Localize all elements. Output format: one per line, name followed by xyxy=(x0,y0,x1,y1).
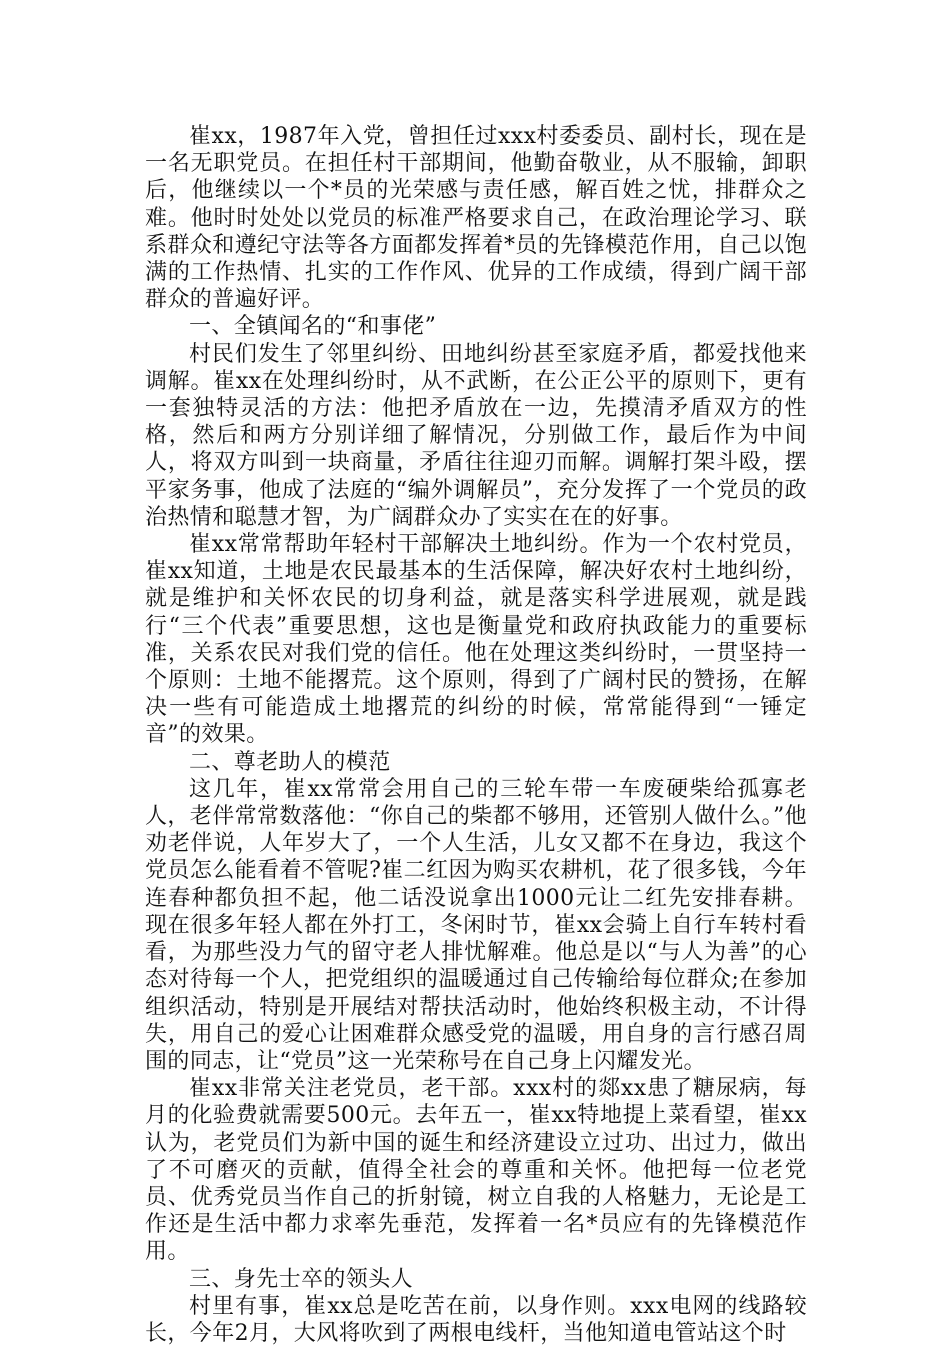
section-heading-3: 三、身先士卒的领头人 xyxy=(189,1266,414,1292)
section-1-paragraph-2: 崔xx常常帮助年轻村干部解决土地纠纷。作为一个农村党员，崔xx知道，土地是农民最基本的生活保障，解决好农村土地纠纷，就是维护和关怀农民的切身利益，就是落实科学进展观，就是践行“三个代表”重要思想，这也是衡量党和政府执政能力的重要标准，关系农民对我们党的信任。他在处理这类纠纷时，一贯坚持一个原则：土地不能撂荒。这个原则，得到了广阔村民的赞扬，在解决一些有可能造成土地撂荒的纠纷的时候，常常能得到“一锤定音”的效果。 xyxy=(145,532,807,748)
document-body xyxy=(145,123,807,1347)
section-2-paragraph-2: 崔xx非常关注老党员，老干部。xxx村的郯xx患了糖尿病，每月的化验费就需要500元。去年五一，崔xx特地提上菜看望，崔xx认为，老党员们为新中国的诞生和经济建设立过功、出过力，做出了不可磨灭的贡献，值得全社会的尊重和关怀。他把每一位老党员、优秀党员当作自己的折射镜，树立自我的人格魅力，无论是工作还是生活中都力求率先垂范，发挥着一名*员应有的先锋模范作用。 xyxy=(145,1076,807,1265)
section-3-paragraph-1: 村里有事，崔xx总是吃苦在前，以身作则。xxx电网的线路较长，今年2月，大风将吹到了两根电线杆，当他知道电管站这个时 xyxy=(145,1293,807,1346)
section-1-paragraph-1: 村民们发生了邻里纠纷、田地纠纷甚至家庭矛盾，都爱找他来调解。崔xx在处理纠纷时，从不武断，在公正公平的原则下，更有一套独特灵活的方法：他把矛盾放在一边，先摸清矛盾双方的性格，然后和两方分别详细了解情况，分别做工作，最后作为中间人，将双方叫到一块商量，矛盾往往迎刃而解。调解打架斗殴，摆平家务事，他成了法庭的“编外调解员”，充分发挥了一个党员的政治热情和聪慧才智，为广阔群众办了实实在在的好事。 xyxy=(145,341,807,530)
intro-paragraph: 崔xx，1987年入党，曾担任过xxx村委委员、副村长，现在是一名无职党员。在担任村干部期间，他勤奋敬业，从不服输，卸职后，他继续以一个*员的光荣感与责任感，解百姓之忧，排群众之难。他时时处处以党员的标准严格要求自己，在政治理论学习、联系群众和遵纪守法等各方面都发挥着*员的先锋模范作用，自己以饱满的工作热情、扎实的工作作风、优异的工作成绩，得到广阔干部群众的普遍好评。 xyxy=(145,124,807,313)
section-heading-2: 二、尊老助人的模范 xyxy=(189,749,391,775)
section-heading-1: 一、全镇闻名的“和事佬” xyxy=(189,314,437,340)
section-2-paragraph-1: 这几年，崔xx常常会用自己的三轮车带一车废硬柴给孤寡老人，老伴常常数落他：“你自己的柴都不够用，还管别人做什么。”他劝老伴说，人年岁大了，一个人生活，儿女又都不在身边，我这个党员怎么能看着不管呢?崔二红因为购买农耕机，花了很多钱，今年连春种都负担不起，他二话没说拿出1000元让二红先安排春耕。现在很多年轻人都在外打工，冬闲时节，崔xx会骑上自行车转村看看，为那些没力气的留守老人排忧解难。他总是以“与人为善”的心态对待每一个人，把党组织的温暖通过自己传输给每位群众;在参加组织活动，特别是开展结对帮扶活动时，他始终积极主动，不计得失，用自己的爱心让困难群众感受党的温暖，用自身的言行感召周围的同志，让“党员”这一光荣称号在自己身上闪耀发光。 xyxy=(145,776,807,1074)
